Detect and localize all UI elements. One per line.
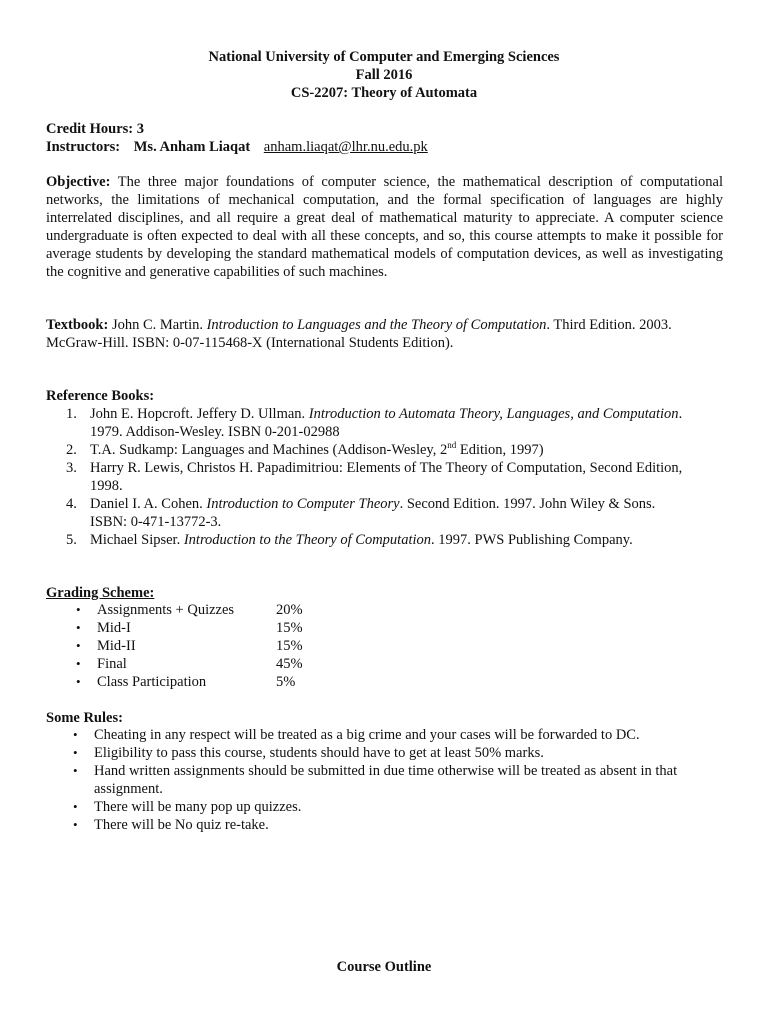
bullet-icon: •	[73, 799, 78, 814]
credit-hours: Credit Hours: 3	[46, 121, 145, 137]
reference-item: John E. Hopcroft. Jeffery D. Ullman. Introduction to Automata Theory, Languages, and Computation.	[90, 406, 683, 422]
reference-item-continued: 1998.	[90, 478, 123, 494]
university-name: National University of Computer and Emerging Sciences	[208, 49, 560, 65]
bullet-icon: •	[76, 602, 81, 617]
rule-item: Cheating in any respect will be treated as a big crime and your cases will be forwarded to DC.	[94, 727, 640, 743]
reference-number: 2.	[66, 442, 77, 458]
reference-item: T.A. Sudkamp: Languages and Machines (Addison-Wesley, 2nd Edition, 1997)	[90, 440, 544, 458]
grading-item-name: Assignments + Quizzes	[97, 602, 235, 618]
grading-item-percent: 45%	[276, 656, 303, 672]
reference-item-continued: ISBN: 0-471-13772-3.	[90, 514, 222, 530]
some-rules-heading: Some Rules:	[46, 710, 123, 726]
rule-item: Hand written assignments should be submitted in due time otherwise will be treated as absent in that	[94, 763, 678, 779]
instructors-label: Instructors:	[46, 139, 121, 155]
grading-item-name: Mid-I	[97, 620, 131, 636]
objective-text: The three major foundations of computer science, the mathematical description of computational networks, the limitations of mechanical computation, and the formal specification of languages are highly interrelated disciplines, and all require a great deal of mathematical maturity to appreciate. A computer science undergraduate is often expected to deal with all these concepts, and so, this course attempts to make it possible for average students by developing the standard mathematical models of computation devices, as well as investigating the cognitive and generative capabilities of such machines.	[46, 174, 723, 280]
rule-item-continued: assignment.	[94, 781, 163, 797]
objective-label: Objective:	[46, 174, 111, 190]
grading-item-percent: 5%	[276, 674, 296, 690]
bullet-icon: •	[73, 817, 78, 832]
grading-scheme-heading: Grading Scheme:	[46, 585, 155, 601]
reference-item: Daniel I. A. Cohen. Introduction to Computer Theory. Second Edition. 1997. John Wiley & Sons.	[90, 496, 656, 512]
reference-number: 5.	[66, 532, 77, 548]
bullet-icon: •	[76, 656, 81, 671]
grading-item-name: Class Participation	[97, 674, 207, 690]
reference-item-continued: 1979. Addison-Wesley. ISBN 0-201-02988	[90, 424, 340, 440]
bullet-icon: •	[76, 620, 81, 635]
reference-number: 4.	[66, 496, 77, 512]
textbook-author: John C. Martin.	[111, 317, 203, 333]
reference-books-heading: Reference Books:	[46, 388, 155, 404]
instructor-email-link[interactable]: anham.liaqat@lhr.nu.edu.pk	[263, 139, 428, 155]
textbook-paragraph	[46, 316, 726, 334]
rule-item: There will be No quiz re-take.	[94, 817, 269, 833]
bullet-icon: •	[73, 727, 78, 742]
rule-item: There will be many pop up quizzes.	[94, 799, 302, 815]
textbook-publisher: McGraw-Hill. ISBN: 0-07-115468-X (International Students Edition).	[46, 335, 454, 351]
instructor-name: Ms. Anham Liaqat	[133, 139, 251, 155]
rule-item: Eligibility to pass this course, students should have to get at least 50% marks.	[94, 745, 544, 761]
reference-number: 1.	[66, 406, 77, 422]
grading-item-percent: 20%	[276, 602, 303, 618]
textbook-details: . Third Edition. 2003.	[546, 317, 672, 333]
grading-item-percent: 15%	[276, 638, 303, 654]
reference-number: 3.	[66, 460, 77, 476]
grading-item-percent: 15%	[276, 620, 303, 636]
textbook-title: Introduction to Languages and the Theory of Computation	[206, 317, 547, 333]
grading-item-name: Mid-II	[97, 638, 136, 654]
course-outline-heading: Course Outline	[336, 959, 432, 975]
course-title: CS-2207: Theory of Automata	[290, 85, 478, 101]
reference-item: Michael Sipser. Introduction to the Theory of Computation. 1997. PWS Publishing Company.	[90, 532, 633, 548]
grading-item-name: Final	[97, 656, 127, 672]
objective-paragraph	[46, 173, 723, 281]
instructors-line	[46, 138, 428, 156]
bullet-icon: •	[73, 763, 78, 778]
term: Fall 2016	[355, 67, 413, 83]
bullet-icon: •	[76, 674, 81, 689]
textbook-label: Textbook:	[46, 317, 109, 333]
bullet-icon: •	[76, 638, 81, 653]
reference-item: Harry R. Lewis, Christos H. Papadimitriou: Elements of The Theory of Computation, Second Edition,	[90, 460, 683, 476]
bullet-icon: •	[73, 745, 78, 760]
